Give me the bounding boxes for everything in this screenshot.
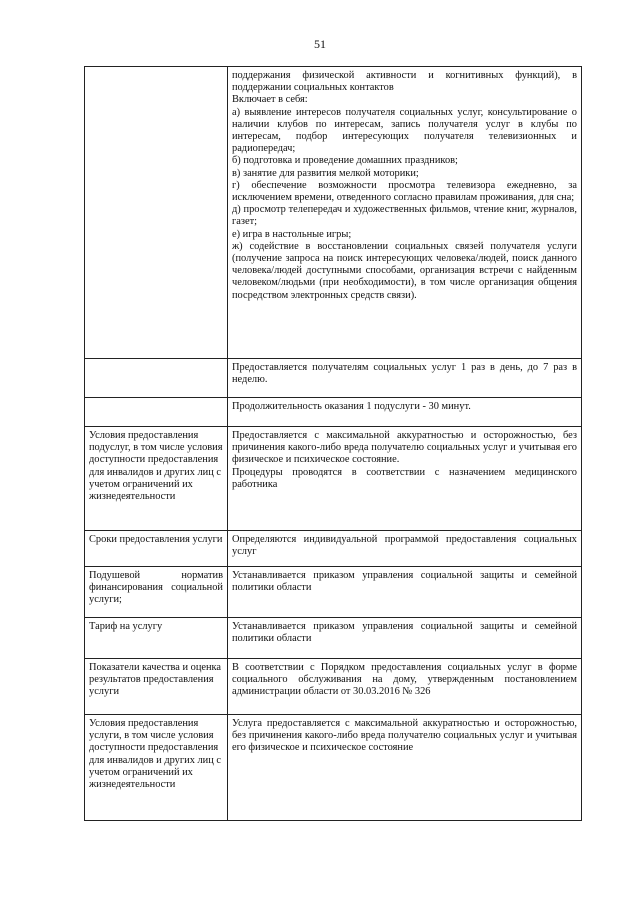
- content-paragraph: Устанавливается приказом управления социальной защиты и семейной политики области: [232, 621, 577, 645]
- table-cell-content: [228, 427, 582, 531]
- table-cell-content: [228, 567, 582, 618]
- content-paragraph: Услуга предоставляется с максимальной аккуратностью и осторожностью, без причинения какого-либо вреда получателю социальных услуг и учитывая его физическое и психическое состояние: [232, 718, 577, 754]
- table-cell-content: [228, 531, 582, 567]
- table-cell-label: Условия предоставления услуги, в том числе условия доступности предоставления для инвалидов и других лиц с учетом ограничений их жизнедеятельности: [85, 715, 228, 821]
- table-cell-label: [85, 67, 228, 359]
- table-cell-content: [228, 67, 582, 359]
- table-row: [85, 715, 582, 821]
- content-paragraph: г) обеспечение возможности просмотра телевизора ежедневно, за исключением времени, отведенного согласно правилам проживания, для сна;: [232, 179, 577, 204]
- content-paragraph: е) игра в настольные игры;: [232, 228, 352, 240]
- table-cell-label: [85, 359, 228, 398]
- table-cell-label: Показатели качества и оценка результатов предоставления услуги: [85, 659, 228, 715]
- table-row: [85, 67, 582, 359]
- content-paragraph: Продолжительность оказания 1 подуслуги - 30 минут.: [232, 401, 471, 412]
- table-row: [85, 567, 582, 618]
- table-row: [85, 659, 582, 715]
- table-cell-content: [228, 659, 582, 715]
- content-paragraph: а) выявление интересов получателя социальных услуг, консультирование о наличии клубов по интересам, запись получателя услуг в клубы по интересам, подбор интересующих получателя телевизионных и радиопередач;: [232, 106, 577, 155]
- content-paragraph: ж) содействие в восстановлении социальных связей получателя услуги (получение запроса на поиск интересующих человека/людей, поиск данного человека/людей доступными способами, организация встречи с найденным человеком/людьми (при необходимости), в том числе организация общения посредством электронных средств связи).: [232, 240, 577, 301]
- table-cell-label: [85, 398, 228, 427]
- content-paragraph: б) подготовка и проведение домашних праздников;: [232, 155, 458, 167]
- table-cell-label: Тариф на услугу: [85, 618, 228, 659]
- content-paragraph: Устанавливается приказом управления социальной защиты и семейной политики области: [232, 570, 577, 594]
- content-paragraph: Предоставляется получателям социальных услуг 1 раз в день, до 7 раз в неделю.: [232, 362, 577, 386]
- table-row: [85, 531, 582, 567]
- table-cell-content: [228, 398, 582, 427]
- content-paragraph: в) занятие для развития мелкой моторики;: [232, 167, 419, 179]
- content-paragraph: поддержания физической активности и когнитивных функций), в поддержании социальных контактов: [232, 70, 577, 94]
- table-cell-content: [228, 359, 582, 398]
- services-table: [84, 66, 582, 821]
- content-paragraph: Определяются индивидуальной программой предоставления социальных услуг: [232, 534, 577, 558]
- content-paragraph: Процедуры проводятся в соответствии с назначением медицинского работника: [232, 466, 577, 490]
- table-row: [85, 359, 582, 398]
- table-row: [85, 427, 582, 531]
- table-cell-label: Сроки предоставления услуги: [85, 531, 228, 567]
- content-paragraph: В соответствии с Порядком предоставления социальных услуг в форме социального обслуживания на дому, утвержденным постановлением администрации области от 30.03.2016 № 326: [232, 662, 577, 698]
- content-paragraph: Предоставляется с максимальной аккуратностью и осторожностью, без причинения какого-либо вреда получателю социальных услуг и учитывая его физическое и психическое состояние.: [232, 430, 577, 466]
- table-row: [85, 618, 582, 659]
- content-paragraph: Включает в себя:: [232, 94, 308, 106]
- table-cell-content: [228, 618, 582, 659]
- table-row: [85, 398, 582, 427]
- content-paragraph: д) просмотр телепередач и художественных фильмов, чтение книг, журналов, газет;: [232, 204, 577, 228]
- page-number: 51: [314, 37, 326, 51]
- table-cell-label: Подушевой норматив финансирования социальной услуги;: [85, 567, 228, 618]
- table-cell-content: [228, 715, 582, 821]
- table-cell-label: Условия предоставления подуслуг, в том числе условия доступности предоставления для инвалидов и других лиц с учетом ограничений их жизнедеятельности: [85, 427, 228, 531]
